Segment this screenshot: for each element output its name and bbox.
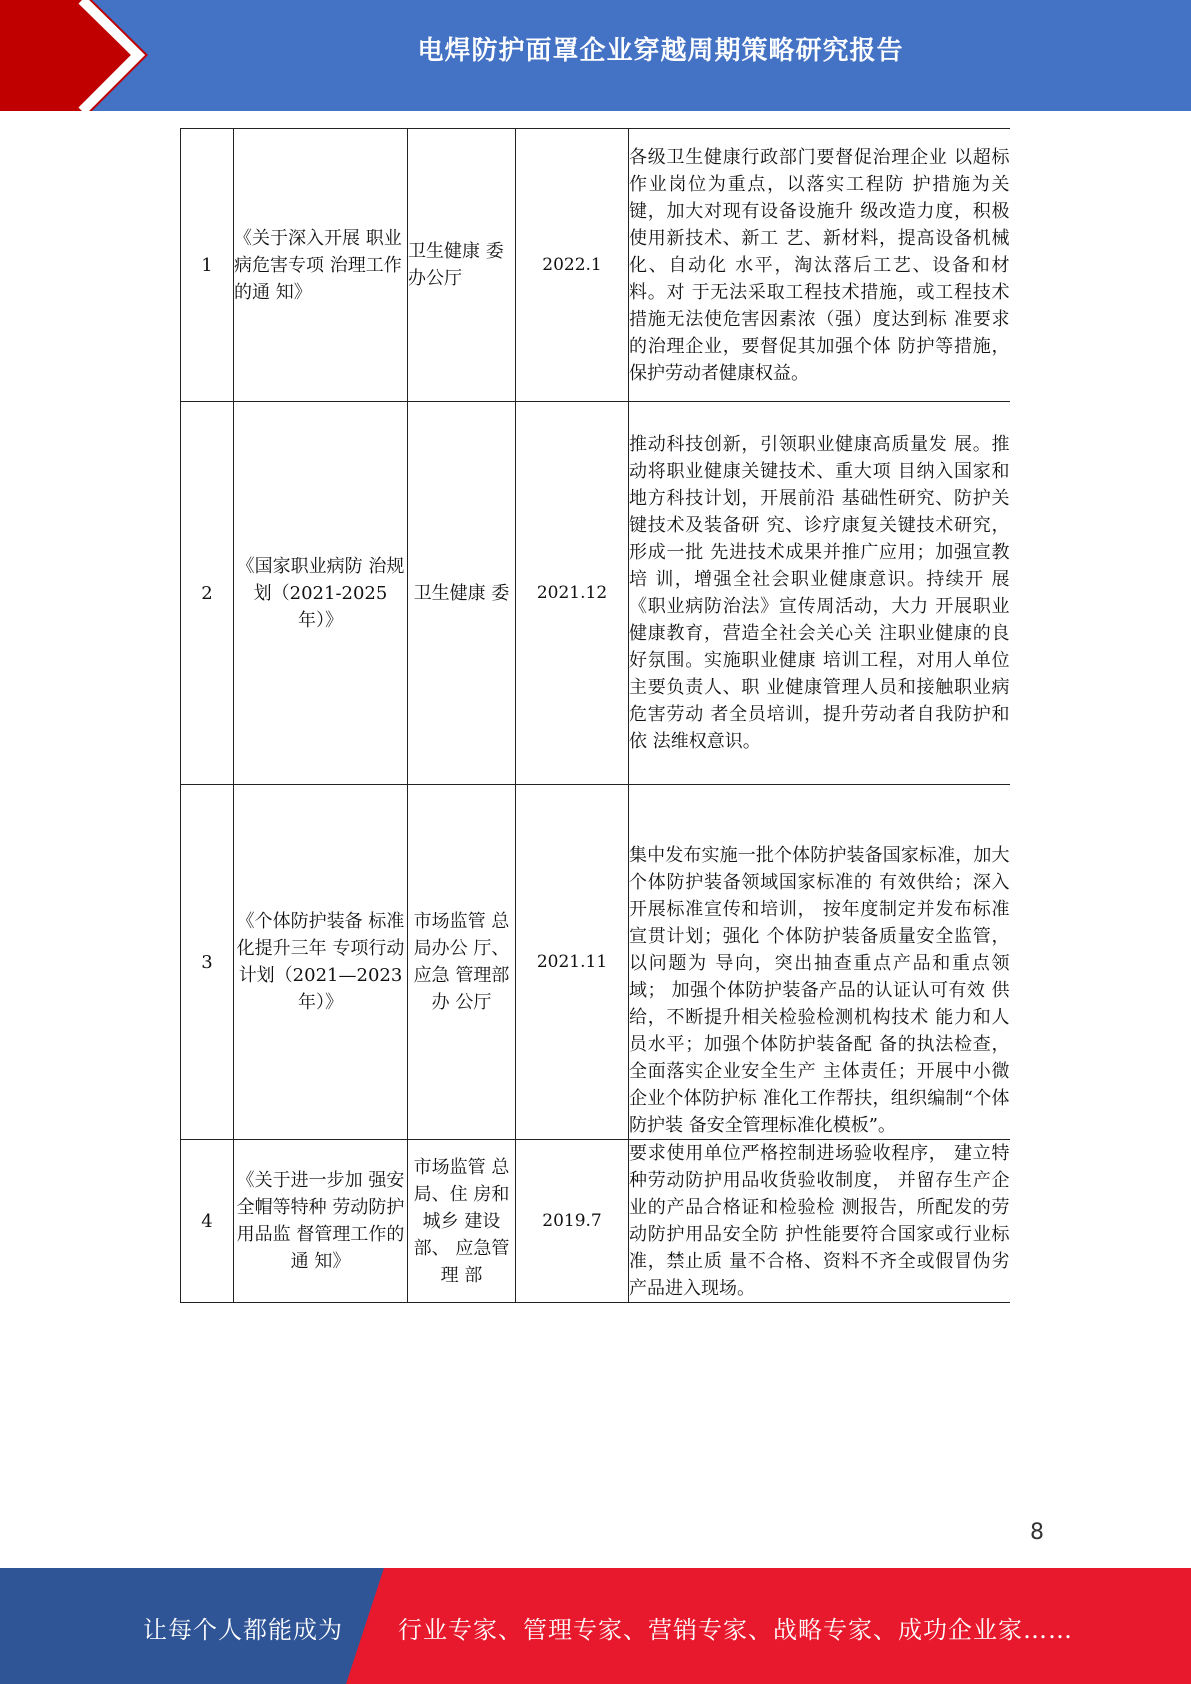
page-number: 8 bbox=[1030, 1520, 1044, 1545]
issue-date: 2022.1 bbox=[516, 129, 629, 402]
row-number: 3 bbox=[181, 785, 234, 1140]
policy-content: 推动科技创新，引领职业健康高质量发 展。推动将职业健康关键技术、重大项 目纳入国家和地方科技计划，开展前沿 基础性研究、防护关键技术及装备研 究、诊疗康复关键技术研究，形成一批 先进技术成果并推广应用；加强宣教培 训，增强全社会职业健康意识。持续开 展《职业病防治法》宣传周活动，大力 开展职业健康教育，营造全社会关心关 注职业健康的良好氛围。实施职业健康 培训工程，对用人单位主要负责人、职 业健康管理人员和接触职业病危害劳动 者全员培训，提升劳动者自我防护和依 法维权意识。 bbox=[629, 402, 1010, 785]
policy-title: 《个体防护装备 标准化提升三年 专项行动计划（2021—2023 年）》 bbox=[234, 785, 408, 1140]
policy-content: 集中发布实施一批个体防护装备国家标准，加大个体防护装备领域国家标准的 有效供给；深入开展标准宣传和培训， 按年度制定并发布标准宣贯计划；强化 个体防护装备质量安全监管，以问题为 导向，突出抽查重点产品和重点领域； 加强个体防护装备产品的认证认可有效 供给，不断提升相关检验检测机构技术 能力和人员水平；加强个体防护装备配 备的执法检查，全面落实企业安全生产 主体责任；开展中小微企业个体防护标 准化工作帮扶，组织编制“个体防护装 备安全管理标准化模板”。 bbox=[629, 785, 1010, 1140]
issue-date: 2019.7 bbox=[516, 1140, 629, 1303]
issuing-department: 卫生健康 委 bbox=[408, 402, 516, 785]
policy-content: 要求使用单位严格控制进场验收程序， 建立特种劳动防护用品收货验收制度， 并留存生产企业的产品合格证和检验检 测报告，所配发的劳动防护用品安全防 护性能要符合国家或行业标准，禁止质 量不合格、资料不齐全或假冒伪劣产品进入现场。 bbox=[629, 1140, 1010, 1303]
policy-table bbox=[180, 128, 1010, 1303]
issuing-department: 市场监管 总局办公 厅、应急 管理部办 公厅 bbox=[408, 785, 516, 1140]
policy-title: 《关于进一步加 强安全帽等特种 劳动防护用品监 督管理工作的通 知》 bbox=[234, 1140, 408, 1303]
footer-slogan-left: 让每个人都能成为 bbox=[143, 1616, 343, 1644]
page-footer bbox=[0, 1568, 1191, 1684]
table-row bbox=[181, 1140, 1010, 1303]
issue-date: 2021.12 bbox=[516, 402, 629, 785]
table-row bbox=[181, 129, 1010, 402]
issuing-department: 卫生健康 委办公厅 bbox=[408, 129, 516, 402]
row-number: 4 bbox=[181, 1140, 234, 1303]
issuing-department: 市场监管 总局、住 房和城乡 建设部、 应急管理 部 bbox=[408, 1140, 516, 1303]
row-number: 2 bbox=[181, 402, 234, 785]
table-row bbox=[181, 785, 1010, 1140]
policy-content: 各级卫生健康行政部门要督促治理企业 以超标作业岗位为重点，以落实工程防 护措施为关键，加大对现有设备设施升 级改造力度，积极使用新技术、新工 艺、新材料，提高设备机械化、自动化 水平，淘汰落后工艺、设备和材料。对 于无法采取工程技术措施，或工程技术 措施无法使危害因素浓（强）度达到标 准要求的治理企业，要督促其加强个体 防护等措施，保护劳动者健康权益。 bbox=[629, 129, 1010, 402]
page-header bbox=[0, 0, 1191, 111]
header-red-arrow-shape bbox=[0, 0, 148, 111]
issue-date: 2021.11 bbox=[516, 785, 629, 1140]
table-row bbox=[181, 402, 1010, 785]
policy-title: 《关于深入开展 职业病危害专项 治理工作的通 知》 bbox=[234, 129, 408, 402]
row-number: 1 bbox=[181, 129, 234, 402]
report-title: 电焊防护面罩企业穿越周期策略研究报告 bbox=[417, 36, 904, 66]
footer-slogan-right: 行业专家、管理专家、营销专家、战略专家、成功企业家…… bbox=[398, 1616, 1073, 1644]
policy-title: 《国家职业病防 治规划（2021-2025 年）》 bbox=[234, 402, 408, 785]
